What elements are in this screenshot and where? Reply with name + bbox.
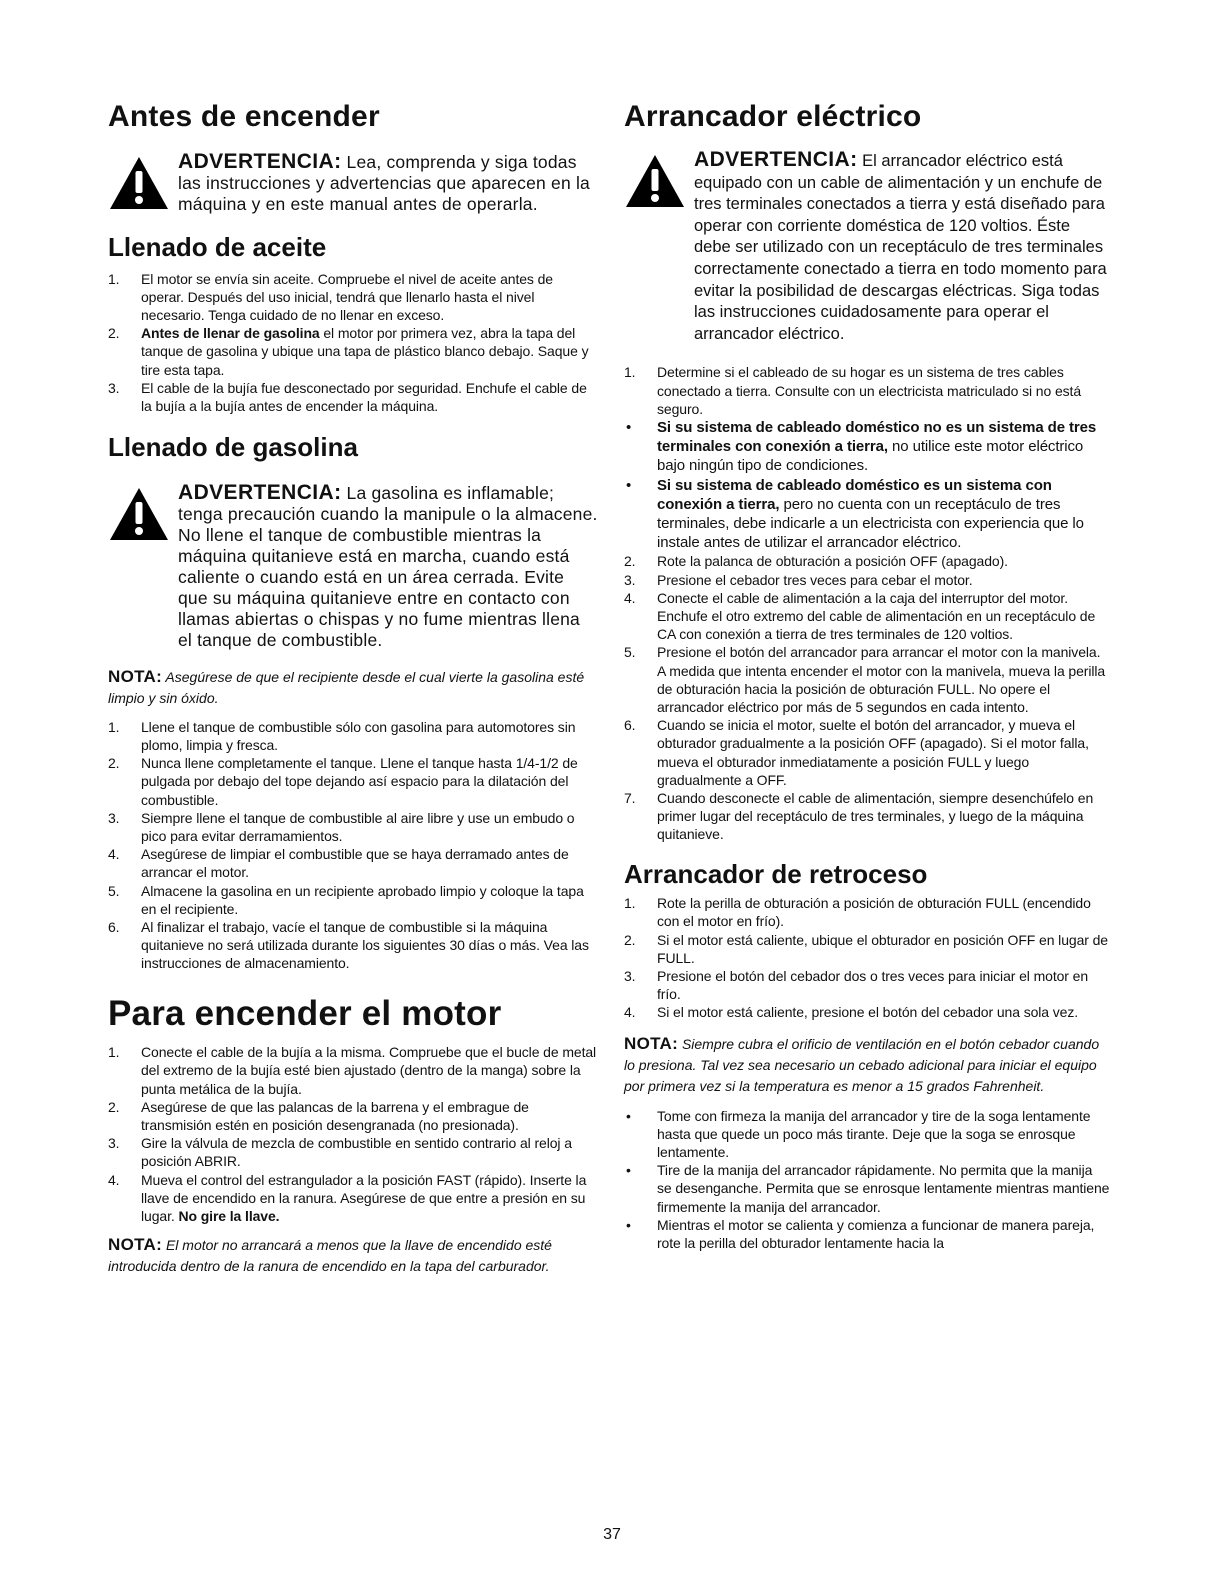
electrico-list bbox=[624, 363, 1110, 843]
left-column bbox=[108, 100, 598, 1277]
list-item: 3. Siempre llene el tanque de combustible al aire libre y use un embudo o pico para evitar derramamientos. bbox=[108, 809, 575, 845]
retroceso-nota: NOTA: Siempre cubra el orificio de ventilación en el botón cebador cuando lo presiona. Tal vez sea necesario un cebado adicional para iniciar el equipo por primera vez si la temperatura es menor a 15 grados Fahrenheit. bbox=[624, 1033, 1100, 1094]
warning-icon bbox=[108, 486, 170, 542]
list-item: 1. Conecte el cable de la bujía a la misma. Compruebe que el bucle de metal del extremo de la bujía esté bien ajustado (dentro de la manga) sobre la punta metálica de la bujía. bbox=[108, 1044, 597, 1097]
encender-title: Para encender el motor bbox=[108, 993, 502, 1033]
list-item: 6. Cuando se inicia el motor, suelte el botón del arrancador, y mueva el obturador gradualmente a la posición OFF (apagado). Si el motor falla, mueva el obturador inmediatamente a posición FULL y luego gradualmente a OFF. bbox=[624, 717, 1089, 788]
list-item: 3. Gire la válvula de mezcla de combustible en sentido contrario al reloj a posición ABRIR. bbox=[108, 1135, 572, 1170]
list-item: 3. Presione el botón del cebador dos o tres veces para iniciar el motor en frío. bbox=[624, 968, 1089, 1003]
list-item: 1. El motor se envía sin aceite. Compruebe el nivel de aceite antes de operar. Después del uso inicial, tendrá que llenarlo hasta el nivel necesario. Tenga cuidado de no llenar en exceso. bbox=[108, 270, 553, 323]
list-item: 7. Cuando desconecte el cable de alimentación, siempre desenchúfelo en primer lugar del receptáculo de tres terminales, y luego de la máquina quitanieve. bbox=[624, 790, 1094, 843]
list-item: 2. Si el motor está caliente, ubique el obturador en posición OFF en lugar de FULL. bbox=[624, 931, 1108, 966]
list-item: 4. Mueva el control del estrangulador a la posición FAST (rápido). Inserte la llave de encendido en la ranura. Asegúrese de que entre a presión en su lugar. No gire la llave. bbox=[108, 1171, 587, 1224]
gasolina-warning bbox=[108, 482, 598, 651]
list-bullet: • Tire de la manija del arrancador rápidamente. No permita que la manija se desenganche. Permita que se enrosque lentamente mientras mantiene firmemente la manija del arrancador. bbox=[626, 1162, 1110, 1215]
retroceso-list bbox=[624, 894, 1110, 1021]
aceite-title: Llenado de aceite bbox=[108, 232, 327, 262]
electrico-title: Arrancador eléctrico bbox=[624, 100, 922, 133]
list-item: 4. Si el motor está caliente, presione el botón del cebador una sola vez. bbox=[624, 1004, 1079, 1021]
warning-text: Lea, comprenda y siga todas las instrucciones y advertencias que aparecen en la máquina y en este manual antes de operarla. bbox=[178, 152, 590, 214]
list-item: 3. El cable de la bujía fue desconectado por seguridad. Enchufe el cable de la bujía a la bujía antes de encender la máquina. bbox=[108, 379, 587, 415]
list-bullet: • Si su sistema de cableado doméstico no es un sistema de tres terminales con conexión a tierra, no utilice este motor eléctrico bajo ningún tipo de condiciones. bbox=[626, 418, 1097, 475]
aceite-list bbox=[108, 270, 598, 416]
list-bullet: • Mientras el motor se calienta y comienza a funcionar de manera pareja, rote la perilla del obturador lentamente hacia la bbox=[626, 1216, 1095, 1252]
list-item: 1. Rote la perilla de obturación a posición de obturación FULL (encendido con el motor en frío). bbox=[624, 895, 1091, 930]
list-item: 4. Asegúrese de limpiar el combustible que se haya derramado antes de arrancar el motor. bbox=[108, 846, 569, 881]
list-item: 3. Presione el cebador tres veces para cebar el motor. bbox=[624, 571, 973, 588]
warning-label: ADVERTENCIA: bbox=[178, 480, 342, 504]
warning-text: La gasolina es inflamable; tenga precaución cuando la manipule o la almacene. No llene el tanque de combustible mientras la máquina quitanieve está en marcha, cuando está caliente o cuando está en un área cerrada. Evite que su máquina quitanieve entre en contacto con llamas abiertas o chispas y no fume mientras llena el tanque de combustible. bbox=[178, 482, 598, 650]
antes-warning bbox=[108, 151, 598, 215]
gasolina-nota: NOTA: Asegúrese de que el recipiente desde el cual vierte la gasolina esté limpio y sin óxido. bbox=[108, 666, 585, 706]
list-bullet: • Si su sistema de cableado doméstico es un sistema con conexión a tierra, pero no cuenta con un receptáculo de tres terminales, debe indicarle a un electricista con experiencia que lo instale antes de utilizar el arrancador eléctrico. bbox=[626, 476, 1084, 552]
list-item: 2. Asegúrese de que las palancas de la barrena y el embrague de transmisión estén en posición desengranada (no presionada). bbox=[108, 1098, 529, 1133]
list-item: 6. Al finalizar el trabajo, vacíe el tanque de combustible si la máquina quitanieve no será utilizada durante los siguientes 30 días o más. Vea las instrucciones de almacenamiento. bbox=[108, 919, 589, 972]
list-item: 2. Antes de llenar de gasolina el motor por primera vez, abra la tapa del tanque de gasolina y ubique una tapa de plástico blanco debajo. Saque y tire esta tapa. bbox=[108, 325, 589, 378]
encender-nota: NOTA: El motor no arrancará a menos que la llave de encendido esté introducida dentro de la ranura de encendido en la tapa del carburador. bbox=[108, 1235, 552, 1275]
gasolina-title: Llenado de gasolina bbox=[108, 432, 358, 463]
list-item: 5. Presione el botón del arrancador para arrancar el motor con la manivela. A medida que intenta encender el motor con la manivela, mueva la perilla de obturación hacia la posición de obturación FULL. No opere el arrancador eléctrico por más de 5 segundos en cada intento. bbox=[624, 644, 1106, 715]
list-item: 1. Determine si el cableado de su hogar es un sistema de tres cables conectado a tierra. Consulte con un electricista matriculado si no está seguro. bbox=[624, 364, 1082, 417]
warning-icon bbox=[624, 153, 686, 209]
warning-label: ADVERTENCIA: bbox=[178, 150, 342, 173]
page-number: 37 bbox=[603, 1526, 621, 1543]
right-column bbox=[624, 100, 1110, 1252]
encender-list bbox=[108, 1043, 598, 1225]
list-bullet: • Tome con firmeza la manija del arrancador y tire de la soga lentamente hasta que quede un poco más tirante. Deje que la soga se enrosque lentamente. bbox=[626, 1107, 1091, 1161]
list-item: 2. Nunca llene completamente el tanque. Llene el tanque hasta 1/4-1/2 de pulgada por debajo del tope dejando así espacio para la dilatación del combustible. bbox=[108, 755, 578, 808]
gasolina-list bbox=[108, 718, 598, 973]
list-item: 1. Llene el tanque de combustible sólo con gasolina para automotores sin plomo, limpia y fresca. bbox=[108, 718, 576, 754]
warning-text: El arrancador eléctrico está equipado con un cable de alimentación y un enchufe de tres terminales conectados a tierra y está diseñado para operar con corriente doméstica de 120 voltios. Éste debe ser utilizado con un receptáculo de tres terminales correctamente conectado a tierra en todo momento para evitar la posibilidad de descargas eléctricas. Siga todas las instrucciones cuidadosamente para operar el arrancador eléctrico. bbox=[694, 152, 1107, 343]
list-item: 4. Conecte el cable de alimentación a la caja del interruptor del motor. Enchufe el otro extremo del cable de alimentación en un receptáculo de CA con conexión a tierra de tres terminales de 120 voltios. bbox=[624, 589, 1096, 643]
retroceso-bullets bbox=[624, 1107, 1110, 1253]
electrico-warning bbox=[624, 149, 1110, 345]
warning-label: ADVERTENCIA: bbox=[694, 148, 858, 171]
warning-icon bbox=[108, 155, 170, 211]
list-item: 2. Rote la palanca de obturación a posición OFF (apagado). bbox=[624, 553, 1008, 570]
antes-title: Antes de encender bbox=[108, 100, 380, 133]
list-item: 5. Almacene la gasolina en un recipiente aprobado limpio y coloque la tapa en el recipiente. bbox=[108, 882, 584, 917]
retroceso-title: Arrancador de retroceso bbox=[624, 858, 928, 889]
